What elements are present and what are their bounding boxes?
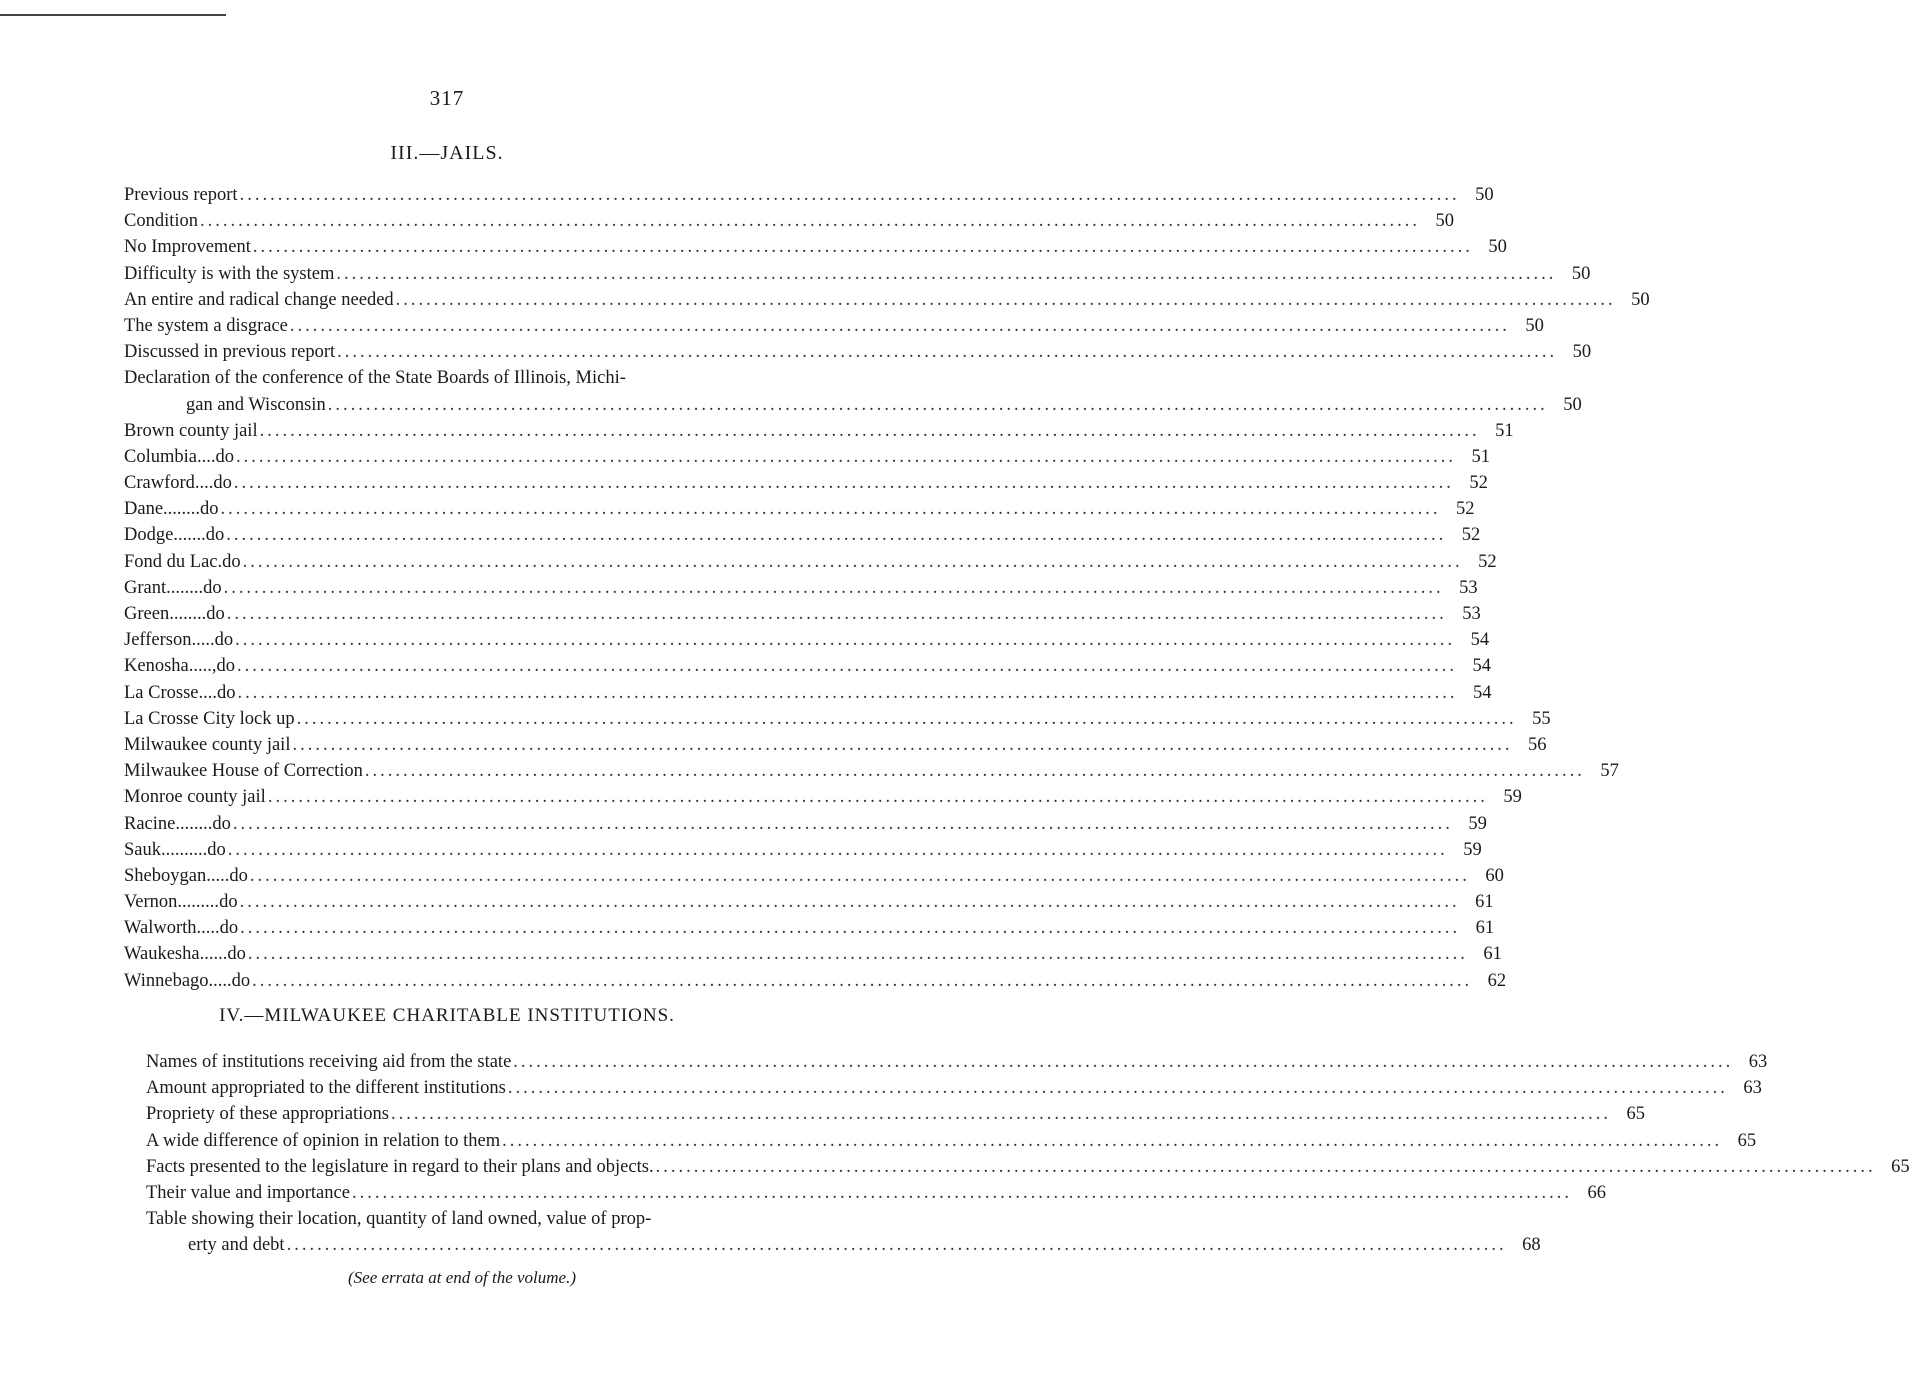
top-rule — [0, 14, 226, 16]
entry-label: Columbia.... — [124, 446, 216, 467]
entry-label: No Improvement — [124, 237, 251, 258]
entry-label: Their value and importance — [146, 1182, 350, 1203]
list-item — [124, 863, 1504, 889]
entry-label: Dodge....... — [124, 525, 206, 546]
dot-leader: ................................................................................................................................................................ — [336, 263, 1557, 284]
ditto-mark: do — [207, 839, 226, 860]
ditto-mark: do — [200, 499, 219, 520]
entry-label: Grant........ — [124, 577, 204, 598]
list-item — [124, 575, 1478, 601]
table-entry-line-1 — [146, 1206, 814, 1232]
list-item — [124, 339, 1592, 365]
ditto-mark: do — [205, 525, 225, 546]
entry-label: An entire and radical change needed — [124, 289, 394, 310]
ditto-mark: do — [212, 813, 231, 834]
entry-label: Dane........ — [124, 499, 201, 520]
list-item — [124, 418, 1514, 444]
list-item — [124, 261, 1591, 287]
entry-page: 50 — [1475, 185, 1494, 205]
ditto-mark: do — [213, 473, 232, 494]
entry-label: Table showing their location, quantity of land owned, value of prop- — [146, 1209, 652, 1230]
entry-page: 53 — [1459, 577, 1478, 598]
list-item — [124, 234, 1507, 260]
errata-note: (See errata at end of the volume.) — [347, 1268, 576, 1287]
entry-page: 50 — [1572, 342, 1592, 363]
entry-label: Declaration of the conference of the State Boards of Illinois, Michi- — [124, 368, 626, 389]
entry-page: 50 — [1563, 394, 1582, 415]
ditto-mark: do — [206, 604, 225, 624]
entry-label: Monroe county jail — [124, 787, 266, 808]
list-item — [124, 811, 1487, 837]
dot-leader: ................................................................................................................................................................ — [513, 1052, 1734, 1072]
list-item — [124, 549, 1497, 575]
entry-label: Propriety of these appropriations — [146, 1104, 390, 1125]
entry-label: Amount appropriated to the different institutions — [146, 1078, 506, 1099]
dot-leader: ................................................................................................................................................................ — [655, 1156, 1876, 1177]
entry-page: 65 — [1891, 1156, 1910, 1177]
ditto-mark: do — [227, 944, 246, 965]
list-item — [124, 470, 1488, 496]
dot-leader: ................................................................................................................................................................ — [235, 446, 1456, 467]
entry-label: Facts presented to the legislature in regard to their plans and objects. — [146, 1156, 654, 1177]
dot-leader: ................................................................................................................................................................ — [249, 865, 1470, 886]
entry-page: 62 — [1487, 970, 1507, 991]
dot-leader: ................................................................................................................................................................ — [226, 525, 1447, 546]
list-item — [124, 758, 1619, 784]
entry-page: 63 — [1743, 1078, 1762, 1099]
page-number: 317 — [429, 86, 465, 110]
entry-label: A wide difference of opinion in relation to them — [146, 1130, 501, 1151]
dot-leader: ................................................................................................................................................................ — [223, 577, 1444, 598]
entry-page: 54 — [1473, 682, 1492, 703]
ditto-mark: do — [215, 446, 234, 467]
entry-page: 61 — [1475, 892, 1494, 913]
entry-page: 59 — [1503, 787, 1522, 808]
entry-label: Names of institutions receiving aid from the state — [146, 1052, 512, 1072]
entry-label: Green........ — [124, 604, 207, 624]
entry-label: Discussed in previous report — [124, 342, 336, 363]
entry-label: Vernon......... — [124, 892, 220, 913]
dot-leader: ................................................................................................................................................................ — [289, 315, 1510, 336]
entry-page: 50 — [1525, 315, 1544, 336]
dot-leader: ................................................................................................................................................................ — [237, 682, 1458, 703]
section-heading-jails: III.—JAILS. — [390, 142, 504, 164]
list-item — [124, 496, 1475, 522]
dot-leader: ................................................................................................................................................................ — [259, 420, 1480, 441]
dot-leader: ................................................................................................................................................................ — [227, 839, 1448, 860]
list-item — [124, 444, 1490, 470]
entry-page: 59 — [1468, 813, 1487, 834]
dot-leader: ................................................................................................................................................................ — [351, 1182, 1572, 1203]
entry-page: 52 — [1478, 551, 1497, 572]
dot-leader: ................................................................................................................................................................ — [391, 1104, 1612, 1125]
dot-leader: ................................................................................................................................................................ — [235, 630, 1456, 651]
entry-page: 57 — [1600, 761, 1619, 782]
entry-label: gan and Wisconsin — [186, 394, 326, 415]
entry-page: 50 — [1435, 211, 1455, 232]
dot-leader: ................................................................................................................................................................ — [232, 813, 1453, 834]
entry-page: 55 — [1532, 708, 1551, 729]
jails-contents-list — [124, 182, 1650, 994]
dot-leader: ................................................................................................................................................................ — [327, 394, 1548, 415]
entry-label: Condition — [124, 211, 199, 232]
entry-label: Previous report — [124, 185, 238, 205]
entry-label: The system a disgrace — [124, 315, 288, 336]
ditto-mark: do — [231, 970, 251, 991]
entry-page: 65 — [1737, 1130, 1757, 1151]
dot-leader: ................................................................................................................................................................ — [502, 1130, 1723, 1151]
list-item — [146, 1075, 1762, 1101]
entry-label: Winnebago..... — [124, 970, 232, 991]
entry-page: 53 — [1462, 604, 1481, 624]
list-item — [146, 1180, 1606, 1206]
ditto-mark: do — [203, 577, 222, 598]
list-item — [124, 837, 1482, 863]
dot-leader: ................................................................................................................................................................ — [239, 892, 1460, 913]
list-item — [146, 1049, 1768, 1075]
list-item — [124, 680, 1492, 706]
entry-label: La Crosse.... — [124, 682, 217, 703]
entry-page: 51 — [1471, 446, 1490, 467]
entry-label: Walworth..... — [124, 918, 220, 939]
entry-label: Difficulty is with the system — [124, 263, 335, 284]
ditto-mark: do — [216, 656, 235, 677]
section-heading-milwaukee: IV.—MILWAUKEE CHARITABLE INSTITUTIONS. — [219, 1005, 675, 1026]
entry-label: Fond du Lac. — [124, 551, 223, 572]
dot-leader: ................................................................................................................................................................ — [267, 787, 1488, 808]
list-item — [124, 601, 1481, 627]
list-item — [124, 313, 1544, 339]
list-item — [124, 653, 1491, 679]
list-item — [124, 208, 1455, 234]
entry-label: Milwaukee county jail — [124, 734, 291, 755]
entry-page: 51 — [1495, 420, 1514, 441]
entry-page: 61 — [1483, 944, 1502, 965]
declaration-line-2 — [124, 392, 1582, 418]
entry-page: 63 — [1748, 1052, 1768, 1072]
milwaukee-contents-list — [146, 1049, 1910, 1259]
entry-page: 59 — [1463, 839, 1482, 860]
list-item — [124, 182, 1494, 208]
list-item — [124, 287, 1650, 313]
ditto-mark: do — [219, 892, 238, 913]
dot-leader: ................................................................................................................................................................ — [226, 604, 1447, 624]
entry-page: 54 — [1470, 630, 1490, 651]
dot-leader: ................................................................................................................................................................ — [286, 1235, 1507, 1256]
entry-label: Racine........ — [124, 813, 213, 834]
ditto-mark: do — [214, 630, 234, 651]
entry-label: erty and debt — [188, 1235, 285, 1256]
table-entry-line-2 — [146, 1232, 1541, 1258]
entry-page: 50 — [1488, 237, 1507, 258]
entry-label: Sauk.......... — [124, 839, 208, 860]
dot-leader: ................................................................................................................................................................ — [252, 970, 1473, 991]
entry-page: 52 — [1461, 525, 1481, 546]
entry-page: 65 — [1626, 1104, 1646, 1125]
entry-label: La Crosse City lock up — [124, 708, 295, 729]
dot-leader: ................................................................................................................................................................ — [200, 211, 1421, 232]
dot-leader: ................................................................................................................................................................ — [236, 656, 1457, 677]
list-item — [124, 706, 1551, 732]
dot-leader: ................................................................................................................................................................ — [395, 289, 1616, 310]
list-item — [124, 941, 1502, 967]
entry-page: 60 — [1485, 865, 1504, 886]
list-item — [124, 915, 1495, 941]
entry-page: 50 — [1571, 263, 1591, 284]
dot-leader: ................................................................................................................................................................ — [239, 185, 1460, 205]
entry-page: 52 — [1469, 473, 1488, 494]
dot-leader: ................................................................................................................................................................ — [337, 342, 1558, 363]
list-item — [124, 627, 1490, 653]
entry-label: Milwaukee House of Correction — [124, 761, 363, 782]
declaration-line-1 — [124, 365, 796, 391]
dot-leader: ................................................................................................................................................................ — [252, 237, 1473, 258]
entry-page: 66 — [1587, 1182, 1606, 1203]
list-item — [146, 1154, 1910, 1180]
list-item — [124, 522, 1481, 548]
entry-label: Brown county jail — [124, 420, 258, 441]
entry-label: Crawford.... — [124, 473, 214, 494]
dot-leader: ................................................................................................................................................................ — [364, 761, 1585, 782]
dot-leader: ................................................................................................................................................................ — [296, 708, 1517, 729]
list-item — [124, 784, 1522, 810]
list-item — [124, 889, 1494, 915]
entry-label: Jefferson..... — [124, 630, 215, 651]
entry-page: 56 — [1527, 734, 1547, 755]
entry-page: 54 — [1472, 656, 1491, 677]
entry-label: Kenosha....., — [124, 656, 217, 677]
entry-page: 52 — [1456, 499, 1475, 520]
list-item — [124, 732, 1547, 758]
ditto-mark: do — [222, 551, 241, 572]
ditto-mark: do — [229, 865, 248, 886]
dot-leader: ................................................................................................................................................................ — [242, 551, 1463, 572]
dot-leader: ................................................................................................................................................................ — [507, 1078, 1728, 1099]
dot-leader: ................................................................................................................................................................ — [247, 944, 1468, 965]
dot-leader: ................................................................................................................................................................ — [292, 734, 1513, 755]
dot-leader: ................................................................................................................................................................ — [233, 473, 1454, 494]
entry-page: 61 — [1475, 918, 1495, 939]
dot-leader: ................................................................................................................................................................ — [220, 499, 1441, 520]
ditto-mark: do — [219, 918, 239, 939]
entry-page: 68 — [1522, 1235, 1541, 1256]
list-item — [146, 1101, 1646, 1127]
list-item — [124, 968, 1507, 994]
entry-page: 50 — [1631, 289, 1650, 310]
dot-leader: ................................................................................................................................................................ — [240, 918, 1461, 939]
entry-label: Sheboygan..... — [124, 865, 230, 886]
ditto-mark: do — [217, 682, 236, 703]
entry-label: Waukesha...... — [124, 944, 228, 965]
list-item — [146, 1128, 1757, 1154]
